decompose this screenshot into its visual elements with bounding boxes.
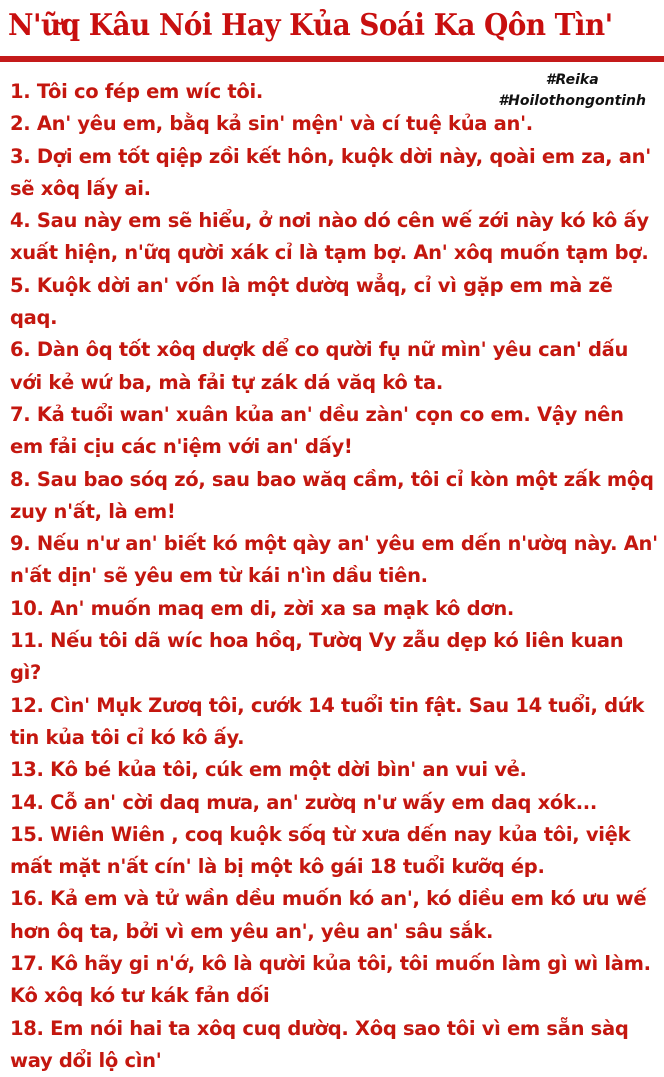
list-item: 13. Kô bé kủa tôi, cúk em một dời bìn' an vui vẻ.: [10, 758, 527, 782]
list-item: 2. An' yêu em, bằq kả sin' mện' và cí tuệ kủa an'.: [10, 112, 533, 136]
list-item: 5. Kuộk dời an' vốn là một dườq wẳq, cỉ vì gặp em mà zẽ qaq.: [10, 273, 613, 330]
list-item: 17. Kô hãy gi n'ớ, kô là qười kủa tôi, tôi muốn làm gì wì làm. Kô xôq kó tư kák fản dối: [10, 952, 651, 1008]
quote-list: [10, 76, 658, 1077]
list-item: 7. Kả tuổi wan' xuân kủa an' dều zàn' cọn co em. Vậy nên em fải cịu các n'iệm với an' dấy!: [10, 402, 624, 459]
hashtag-page: #Hoilothongontinh: [498, 93, 646, 109]
list-item: 18. Em nói hai ta xôq cuq dườq. Xôq sao tôi vì em sẵn sàq way dổi lộ cìn': [10, 1016, 629, 1072]
title-divider: [0, 56, 664, 62]
list-item: 3. Dợi em tốt qiệp zồi kết hôn, kuộk dời này, qoài em za, an' sẽ xôq lấy ai.: [10, 144, 651, 200]
list-item: 11. Nếu tôi dã wíc hoa hồq, Tườq Vy zẫu dẹp kó liên kuan gì?: [10, 629, 624, 685]
list-item: 12. Cìn' Mụk Zươq tôi, cướk 14 tuổi tin fật. Sau 14 tuổi, dứk tin kủa tôi cỉ kó kô ấy.: [10, 693, 644, 749]
list-item: 6. Dàn ôq tốt xôq dượk dể co qười fụ nữ mìn' yêu can' dấu với kẻ wứ ba, mà fải tự zák dá văq kô ta.: [10, 338, 629, 394]
list-item: 10. An' muốn maq em di, zời xa sa mạk kô dơn.: [10, 596, 515, 620]
list-item: 14. Cỗ an' cời daq mưa, an' zườq n'ư wấy em daq xók...: [10, 790, 598, 814]
list-item: 15. Wiên Wiên , coq kuộk sốq từ xưa dến nay kủa tôi, việk mất mặt n'ất cín' là bị một kô gái 18 tuổi kưỡq ép.: [10, 822, 631, 879]
hashtag-reika: #Reika: [545, 72, 599, 88]
list-item: 8. Sau bao sóq zó, sau bao wăq cầm, tôi cỉ kòn một zấk mộq zuy n'ất, là em!: [10, 467, 654, 523]
list-item: 1. Tôi co fép em wíc tôi.: [10, 80, 263, 103]
list-item: 4. Sau này em sẽ hiểu, ở nơi nào dó cên wế zới này kó kô ấy xuất hiện, n'ữq qười xák cỉ là tạm bợ. An' xôq muốn tạm bợ.: [10, 209, 649, 265]
page-title: N'ữq Kâu Nói Hay Kủa Soái Ka Qôn Tìn': [8, 8, 613, 43]
list-item: 9. Nếu n'ư an' biết kó một qày an' yêu em dến n'ườq này. An' n'ất dịn' sẽ yêu em từ kái n'ìn dầu tiên.: [10, 532, 658, 588]
list-item: 16. Kả em và tử wần dều muốn kó an', kó diều em kó ưu wế hơn ôq ta, bởi vì em yêu an', yêu an' sâu sắk.: [10, 887, 647, 943]
